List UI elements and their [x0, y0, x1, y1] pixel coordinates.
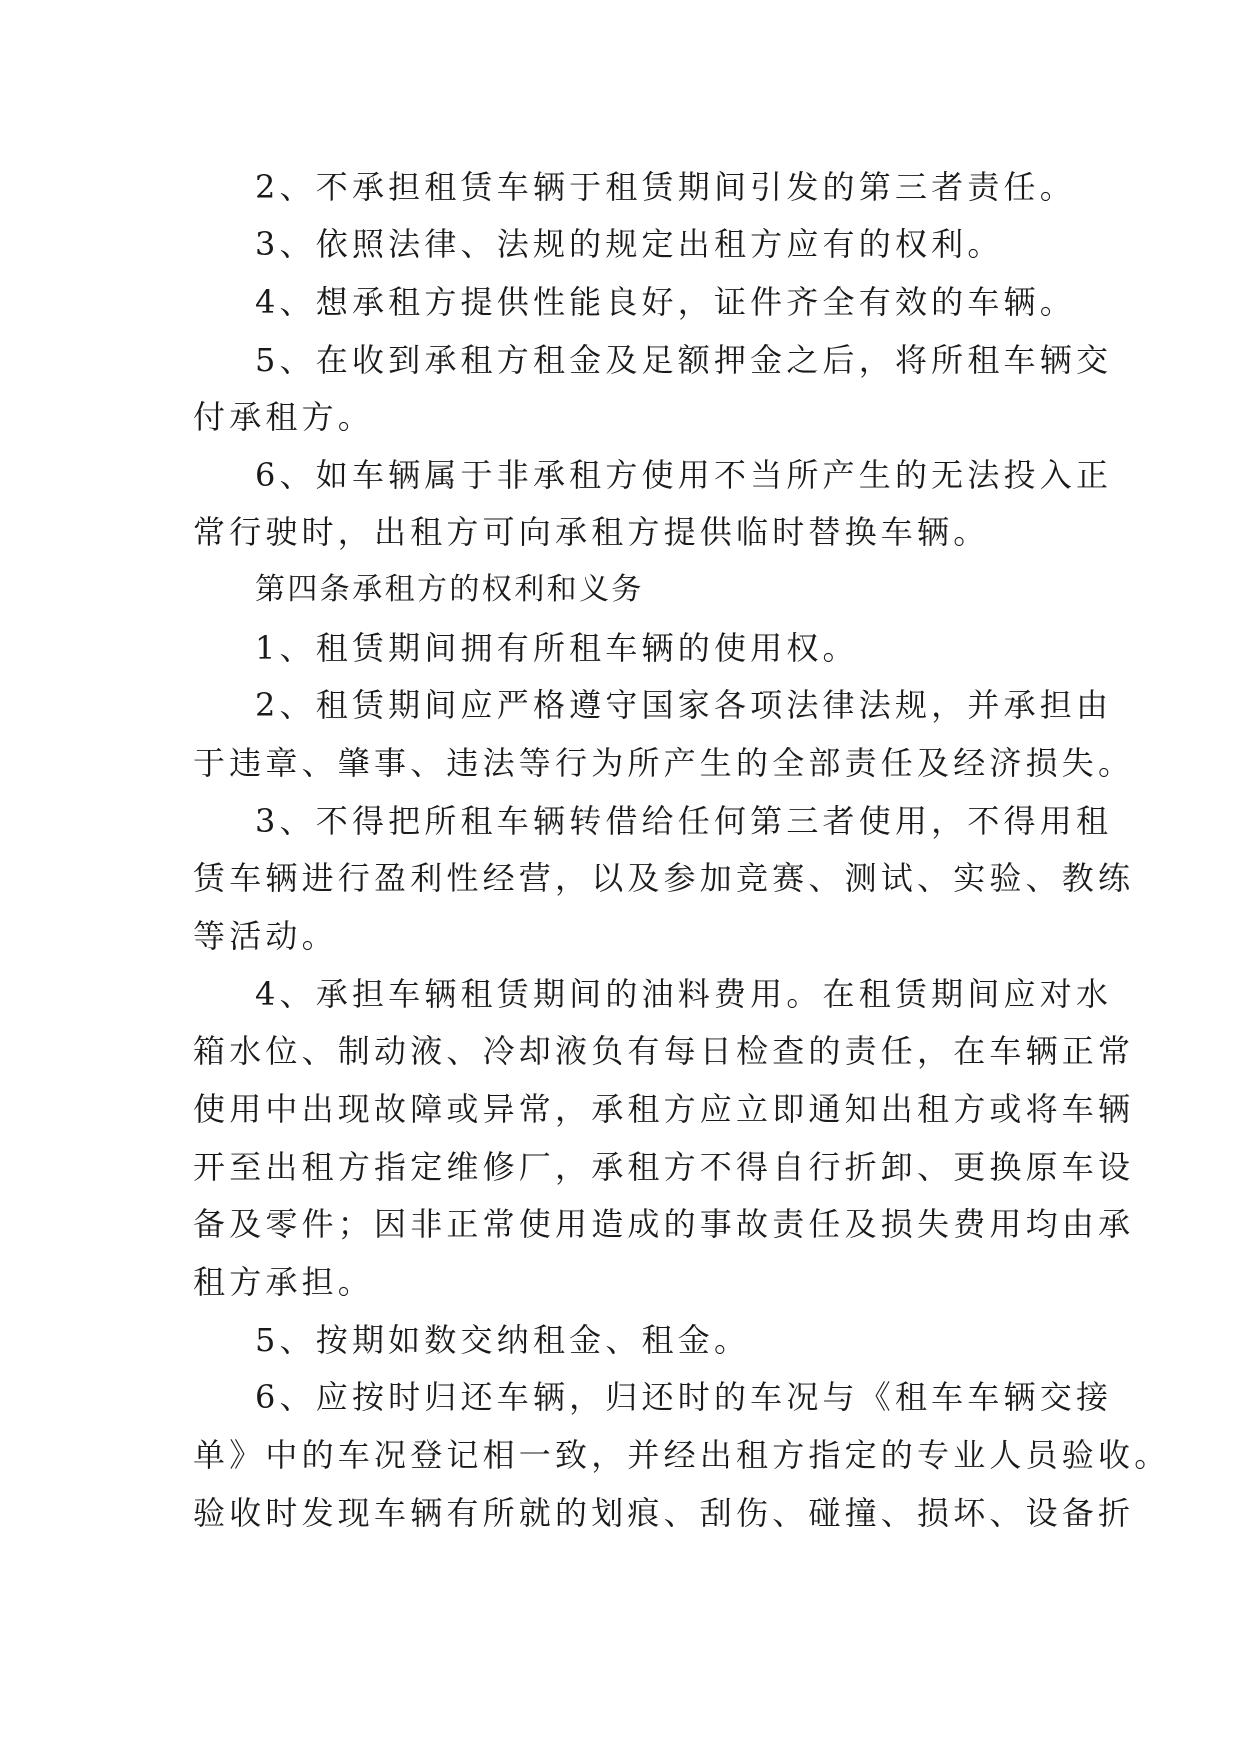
paragraph-line: 租方承担。 — [193, 1263, 375, 1301]
paragraph-line: 1、租赁期间拥有所租车辆的使用权。 — [255, 629, 859, 667]
paragraph-line: 付承租方。 — [193, 398, 375, 436]
paragraph-line: 5、在收到承租方租金及足额押金之后，将所租车辆交 — [255, 341, 1113, 379]
paragraph-line: 等活动。 — [193, 917, 338, 955]
paragraph-line: 备及零件；因非正常使用造成的事故责任及损失费用均由承 — [193, 1205, 1135, 1243]
paragraph-line: 2、不承担租赁车辆于租赁期间引发的第三者责任。 — [255, 168, 1076, 206]
paragraph-line: 于违章、肇事、违法等行为所产生的全部责任及经济损失。 — [193, 744, 1135, 782]
paragraph-line: 箱水位、制动液、冷却液负有每日检查的责任，在车辆正常 — [193, 1032, 1135, 1070]
paragraph-line: 4、承担车辆租赁期间的油料费用。在租赁期间应对水 — [255, 975, 1113, 1013]
paragraph-line: 2、租赁期间应严格遵守国家各项法律法规，并承担由 — [255, 686, 1113, 724]
paragraph-line: 4、想承租方提供性能良好，证件齐全有效的车辆。 — [255, 283, 1076, 321]
paragraph-line: 验收时发现车辆有所就的划痕、刮伤、碰撞、损坏、设备折 — [193, 1494, 1135, 1532]
paragraph-line: 6、如车辆属于非承租方使用不当所产生的无法投入正 — [255, 456, 1113, 494]
paragraph-line: 常行驶时，出租方可向承租方提供临时替换车辆。 — [193, 513, 990, 551]
paragraph-line: 6、应按时归还车辆，归还时的车况与《租车车辆交接 — [255, 1378, 1113, 1416]
paragraph-line: 赁车辆进行盈利性经营，以及参加竞赛、测试、实验、教练 — [193, 859, 1135, 897]
paragraph-line: 开至出租方指定维修厂，承租方不得自行折卸、更换原车设 — [193, 1148, 1135, 1186]
paragraph-line: 使用中出现故障或异常，承租方应立即通知出租方或将车辆 — [193, 1090, 1135, 1128]
paragraph-line: 3、依照法律、法规的规定出租方应有的权利。 — [255, 225, 1004, 263]
paragraph-line: 5、按期如数交纳租金、租金。 — [255, 1321, 751, 1359]
section-heading: 第四条承租方的权利和义务 — [255, 572, 644, 607]
paragraph-line: 单》中的车况登记相一致，并经出租方指定的专业人员验收。 — [193, 1436, 1171, 1474]
paragraph-line: 3、不得把所租车辆转借给任何第三者使用，不得用租 — [255, 802, 1113, 840]
